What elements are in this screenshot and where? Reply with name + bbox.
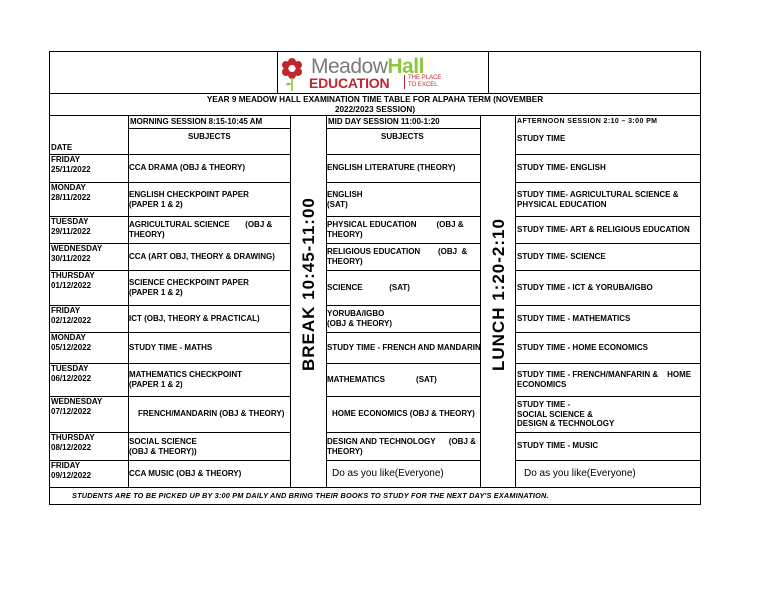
meadow-hall-logo	[278, 54, 458, 92]
row-date: TUESDAY 06/12/2022	[51, 364, 92, 383]
col-divider-lunch-left	[480, 116, 481, 487]
row-line	[326, 460, 480, 461]
lunch-label: LUNCH 1:20-2:10	[489, 218, 508, 371]
row-line	[326, 332, 480, 333]
col-divider-break-left	[290, 116, 291, 487]
morning-subject: CCA MUSIC (OBJ & THEORY)	[129, 469, 242, 478]
brand-education: EDUCATION	[309, 75, 390, 91]
row-date: TUESDAY 29/11/2022	[51, 217, 91, 236]
morning-subject: MATHEMATICS CHECKPOINT (PAPER 1 & 2)	[129, 370, 243, 389]
row-line	[326, 396, 480, 397]
row-line	[515, 270, 700, 271]
afternoon-subject: STUDY TIME - HOME ECONOMICS	[517, 343, 648, 352]
afternoon-session-header: AFTERNOON SESSION 2:10 – 3:00 PM	[517, 118, 658, 125]
row-line	[326, 270, 480, 271]
row-line	[515, 243, 700, 244]
row-date: WEDNESDAY 30/11/2022	[51, 244, 103, 263]
morning-subject: CCA DRAMA (OBJ & THEORY)	[129, 163, 245, 172]
morning-subject: AGRICULTURAL SCIENCE (OBJ & THEORY)	[129, 220, 273, 239]
logo-row	[50, 52, 700, 94]
midday-session-header: MID DAY SESSION 11:00-1:20	[328, 117, 440, 126]
midday-subject: HOME ECONOMICS (OBJ & THEORY)	[332, 409, 475, 418]
midday-subject: YORUBA/IGBO (OBJ & THEORY)	[327, 309, 393, 328]
midday-subject: ENGLISH (SAT)	[327, 190, 363, 209]
row-line	[326, 216, 480, 217]
row-line	[515, 305, 700, 306]
session-header-line	[128, 128, 290, 129]
midday-subject: DESIGN AND TECHNOLOGY (OBJ & THEORY)	[327, 437, 476, 456]
brand-tagline: THE PLACE TO EXCEL	[404, 75, 441, 89]
row-date: MONDAY 28/11/2022	[51, 183, 91, 202]
break-label: BREAK 10:45-11:00	[299, 197, 318, 371]
midday-subject: Do as you like(Everyone)	[332, 468, 444, 479]
midday-subject: STUDY TIME - FRENCH AND MANDARIN	[327, 343, 481, 352]
afternoon-subject: STUDY TIME - ICT & YORUBA/IGBO	[517, 283, 653, 292]
afternoon-subject: STUDY TIME- ART & RELIGIOUS EDUCATION	[517, 225, 690, 234]
row-line	[515, 332, 700, 333]
row-line	[515, 363, 700, 364]
morning-subject: FRENCH/MANDARIN (OBJ & THEORY)	[138, 409, 285, 418]
row-line	[515, 432, 700, 433]
morning-subject: ENGLISH CHECKPOINT PAPER (PAPER 1 & 2)	[129, 190, 249, 209]
midday-subject: RELIGIOUS EDUCATION (OBJ & THEORY)	[327, 247, 468, 266]
morning-subject: CCA (ART OBJ, THEORY & DRAWING)	[129, 252, 275, 261]
afternoon-subject: STUDY TIME - SOCIAL SCIENCE & DESIGN & TECHNOLOGY	[517, 400, 615, 428]
date-header: DATE	[51, 143, 73, 152]
row-date: MONDAY 05/12/2022	[51, 333, 92, 352]
midday-subject: SCIENCE (SAT)	[327, 283, 410, 292]
footer-note: STUDENTS ARE TO BE PICKED UP BY 3:00 PM DAILY AND BRING THEIR BOOKS TO STUDY FOR THE NEXT DAY'S EXAMINATION.	[72, 491, 549, 500]
flower-icon	[278, 56, 306, 92]
afternoon-subject: Do as you like(Everyone)	[524, 468, 636, 479]
morning-subject: SOCIAL SCIENCE (OBJ & THEORY))	[129, 437, 197, 456]
row-line	[515, 182, 700, 183]
afternoon-subject: STUDY TIME - FRENCH/MANFARIN & HOME ECONOMICS	[517, 370, 692, 389]
document-title: YEAR 9 MEADOW HALL EXAMINATION TIME TABLE FOR ALPAHA TERM (NOVEMBER 2022/2023 SESSION)	[50, 94, 700, 116]
subjects-header-morning: SUBJECTS	[188, 132, 231, 141]
row-line	[326, 432, 480, 433]
row-date: THURSDAY 08/12/2022	[51, 433, 95, 452]
footer-line	[50, 487, 700, 488]
row-line	[326, 243, 480, 244]
brand-name: MeadowHall	[311, 55, 424, 78]
morning-subject: ICT (OBJ, THEORY & PRACTICAL)	[129, 314, 260, 323]
row-date: FRIDAY 02/12/2022	[51, 306, 92, 325]
row-date: FRIDAY 25/11/2022	[51, 155, 91, 174]
afternoon-subject: STUDY TIME- ENGLISH	[517, 163, 606, 172]
subjects-header-midday: SUBJECTS	[381, 132, 424, 141]
afternoon-subject: STUDY TIME- SCIENCE	[517, 252, 606, 261]
morning-subject: SCIENCE CHECKPOINT PAPER (PAPER 1 & 2)	[129, 278, 249, 297]
row-line	[515, 460, 700, 461]
row-date: THURSDAY 01/12/2022	[51, 271, 95, 290]
midday-subject: MATHEMATICS (SAT)	[327, 375, 437, 384]
midday-subject: PHYSICAL EDUCATION (OBJ & THEORY)	[327, 220, 464, 239]
row-date: WEDNESDAY 07/12/2022	[51, 397, 103, 416]
afternoon-subject: STUDY TIME - MUSIC	[517, 441, 599, 450]
morning-subject: STUDY TIME - MATHS	[129, 343, 213, 352]
afternoon-subject: STUDY TIME - MATHEMATICS	[517, 314, 631, 323]
row-line	[326, 154, 480, 155]
row-line	[515, 216, 700, 217]
row-line	[326, 305, 480, 306]
row-line	[326, 182, 480, 183]
afternoon-subject: STUDY TIME- AGRICULTURAL SCIENCE & PHYSICAL EDUCATION	[517, 190, 679, 209]
row-line	[515, 396, 700, 397]
row-line	[326, 363, 480, 364]
session-header-line	[326, 128, 480, 129]
row-line	[515, 154, 700, 155]
logo-divider-right	[488, 52, 489, 93]
morning-session-header: MORNING SESSION 8:15-10:45 AM	[130, 117, 263, 126]
timetable-document	[49, 51, 701, 505]
midday-subject: ENGLISH LITERATURE (THEORY)	[327, 163, 456, 172]
row-date: FRIDAY 09/12/2022	[51, 461, 92, 480]
afternoon-study-time: STUDY TIME	[517, 134, 566, 143]
